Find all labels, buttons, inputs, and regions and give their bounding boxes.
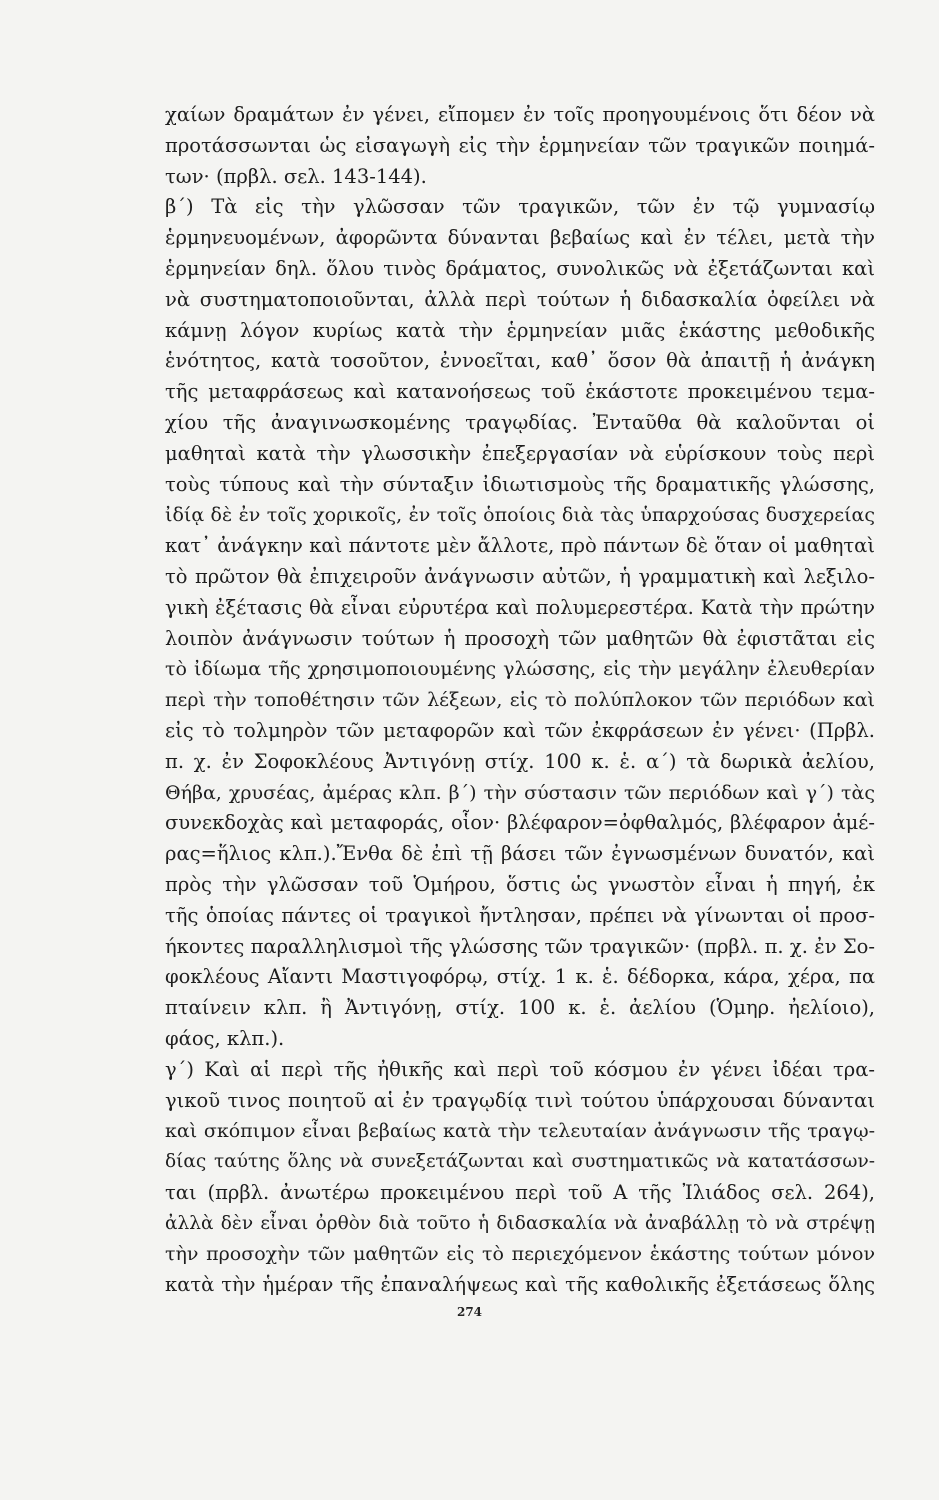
text-line: των· (πρβλ. σελ. 143-144). <box>165 164 427 188</box>
text-line: τοὺς τύπους καὶ τὴν σύνταξιν ἰδιωτισμοὺς τῆς δραματικῆς γλώσσης, <box>165 472 875 496</box>
text-line: τὸ πρῶτον θὰ ἐπιχειροῦν ἀνάγνωσιν αὐτῶν, ἡ γραμματικὴ καὶ λεξιλο- <box>165 564 875 588</box>
text-line: ἰδίᾳ δὲ ἐν τοῖς χορικοῖς, ἐν τοῖς ὁποίοις διὰ τὰς ὑπαρχούσας δυσχερείας <box>165 504 875 527</box>
text-line: κάμνῃ λόγον κυρίως κατὰ τὴν ἑρμηνείαν μιᾶς ἑκάστης μεθοδικῆς <box>165 318 875 342</box>
text-line: πρὸς τὴν γλῶσσαν τοῦ Ὁμήρου, ὅστις ὡς γνωστὸν εἶναι ἡ πηγή, ἐκ <box>165 872 875 896</box>
text-line: τὸ ἰδίωμα τῆς χρησιμοποιουμένης γλώσσης, εἰς τὴν μεγάλην ἐλευθερίαν <box>165 658 875 681</box>
body-text <box>165 100 875 1301</box>
text-line: τῆς ὁποίας πάντες οἱ τραγικοὶ ἤντλησαν, πρέπει νὰ γίνωνται οἱ προσ- <box>165 903 875 927</box>
text-line: καὶ σκόπιμον εἶναι βεβαίως κατὰ τὴν τελευταίαν ἀνάγνωσιν τῆς τραγῳ- <box>165 1120 875 1143</box>
text-line: νὰ συστηματοποιοῦνται, ἀλλὰ περὶ τούτων ἡ διδασκαλία ὀφείλει νὰ <box>165 287 875 311</box>
text-line: περὶ τὴν τοποθέτησιν τῶν λέξεων, εἰς τὸ πολύπλοκον τῶν περιόδων καὶ <box>165 689 875 712</box>
text-line: κατ᾽ ἀνάγκην καὶ πάντοτε μὲν ἄλλοτε, πρὸ πάντων δὲ ὅταν οἱ μαθηταὶ <box>165 534 875 558</box>
text-line: φάος, κλπ.). <box>165 1026 285 1050</box>
text-line: τὴν προσοχὴν τῶν μαθητῶν εἰς τὸ περιεχόμενον ἑκάστης τούτων μόνον <box>165 1243 875 1266</box>
text-line: λοιπὸν ἀνάγνωσιν τούτων ἡ προσοχὴ τῶν μαθητῶν θὰ ἐφιστᾶται εἰς <box>165 626 875 650</box>
text-line: πταίνειν κλπ. ἢ Ἀντιγόνῃ, στίχ. 100 κ. ἑ. ἀελίου (Ὁμηρ. ἠελίοιο), <box>165 996 875 1020</box>
text-line: συνεκδοχὰς καὶ μεταφοράς, οἷον· βλέφαρον=ὀφθαλμός, βλέφαρον ἁμέ- <box>165 811 875 835</box>
text-line: φοκλέους Αἴαντι Μαστιγοφόρῳ, στίχ. 1 κ. ἑ. δέδορκα, κάρα, χέρα, πα <box>165 965 875 989</box>
text-line: γικὴ ἐξέτασις θὰ εἶναι εὐρυτέρα καὶ πολυμερεστέρα. Κατὰ τὴν πρώτην <box>165 595 875 619</box>
text-line: γικοῦ τινος ποιητοῦ αἱ ἐν τραγῳδίᾳ τινὶ τούτου ὑπάρχουσαι δύνανται <box>165 1088 875 1112</box>
text-line: χίου τῆς ἀναγινωσκομένης τραγῳδίας. Ἐνταῦθα θὰ καλοῦνται οἱ <box>165 410 875 434</box>
text-line: π. χ. ἐν Σοφοκλέους Ἀντιγόνῃ στίχ. 100 κ. ἑ. α΄) τὰ δωρικὰ ἀελίου, <box>165 749 875 773</box>
text-line: ται (πρβλ. ἀνωτέρω προκειμένου περὶ τοῦ Α τῆς Ἰλιάδος σελ. 264), <box>165 1180 875 1204</box>
text-line: β΄) Τὰ εἰς τὴν γλῶσσαν τῶν τραγικῶν, τῶν ἐν τῷ γυμνασίῳ <box>165 195 875 219</box>
text-line: μαθηταὶ κατὰ τὴν γλωσσικὴν ἐπεξεργασίαν νὰ εὑρίσκουν τοὺς περὶ <box>165 441 875 465</box>
text-line: ἑνότητος, κατὰ τοσοῦτον, ἐννοεῖται, καθ᾽ ὅσον θὰ ἀπαιτῇ ἡ ἀνάγκη <box>165 349 875 373</box>
text-line: χαίων δραμάτων ἐν γένει, εἴπομεν ἐν τοῖς προηγουμένοις ὅτι δέον νὰ <box>165 103 875 126</box>
text-line: προτάσσωνται ὡς εἰσαγωγὴ εἰς τὴν ἑρμηνείαν τῶν τραγικῶν ποιημά- <box>165 133 875 157</box>
text-line: ἑρμηνευομένων, ἀφορῶντα δύνανται βεβαίως καὶ ἐν τέλει, μετὰ τὴν <box>165 226 875 250</box>
text-line: δίας ταύτης ὅλης νὰ συνεξετάζωνται καὶ συστηματικῶς νὰ κατατάσσων- <box>165 1151 875 1173</box>
text-line: ήκοντες παραλληλισμοὶ τῆς γλώσσης τῶν τραγικῶν· (πρβλ. π. χ. ἐν Σο- <box>165 934 875 958</box>
text-line: κατὰ τὴν ἡμέραν τῆς ἐπαναλήψεως καὶ τῆς καθολικῆς ἐξετάσεως ὅλης <box>165 1273 875 1297</box>
text-line: ἑρμηνείαν δηλ. ὅλου τινὸς δράματος, συνολικῶς νὰ ἐξετάζωνται καὶ <box>165 256 875 280</box>
text-line: τῆς μεταφράσεως καὶ κατανοήσεως τοῦ ἑκάστοτε προκειμένου τεμα- <box>165 380 875 404</box>
text-line: γ΄) Καὶ αἱ περὶ τῆς ἠθικῆς καὶ περὶ τοῦ κόσμου ἐν γένει ἰδέαι τρα- <box>165 1057 875 1081</box>
text-line: ἀλλὰ δὲν εἶναι ὀρθὸν διὰ τοῦτο ἡ διδασκαλία νὰ ἀναβάλλῃ τὸ νὰ στρέψῃ <box>165 1212 875 1234</box>
text-line: εἰς τὸ τολμηρὸν τῶν μεταφορῶν καὶ τῶν ἐκφράσεων ἐν γένει· (Πρβλ. <box>165 718 875 742</box>
text-line: Θήβα, χρυσέας, ἀμέρας κλπ. β΄) τὴν σύστασιν τῶν περιόδων καὶ γ΄) τὰς <box>165 781 875 804</box>
page-number: 274 <box>456 1305 483 1319</box>
text-line: ρας=ἥλιος κλπ.).Ἔνθα δὲ ἐπὶ τῇ βάσει τῶν ἐγνωσμένων δυνατόν, καὶ <box>165 842 875 866</box>
